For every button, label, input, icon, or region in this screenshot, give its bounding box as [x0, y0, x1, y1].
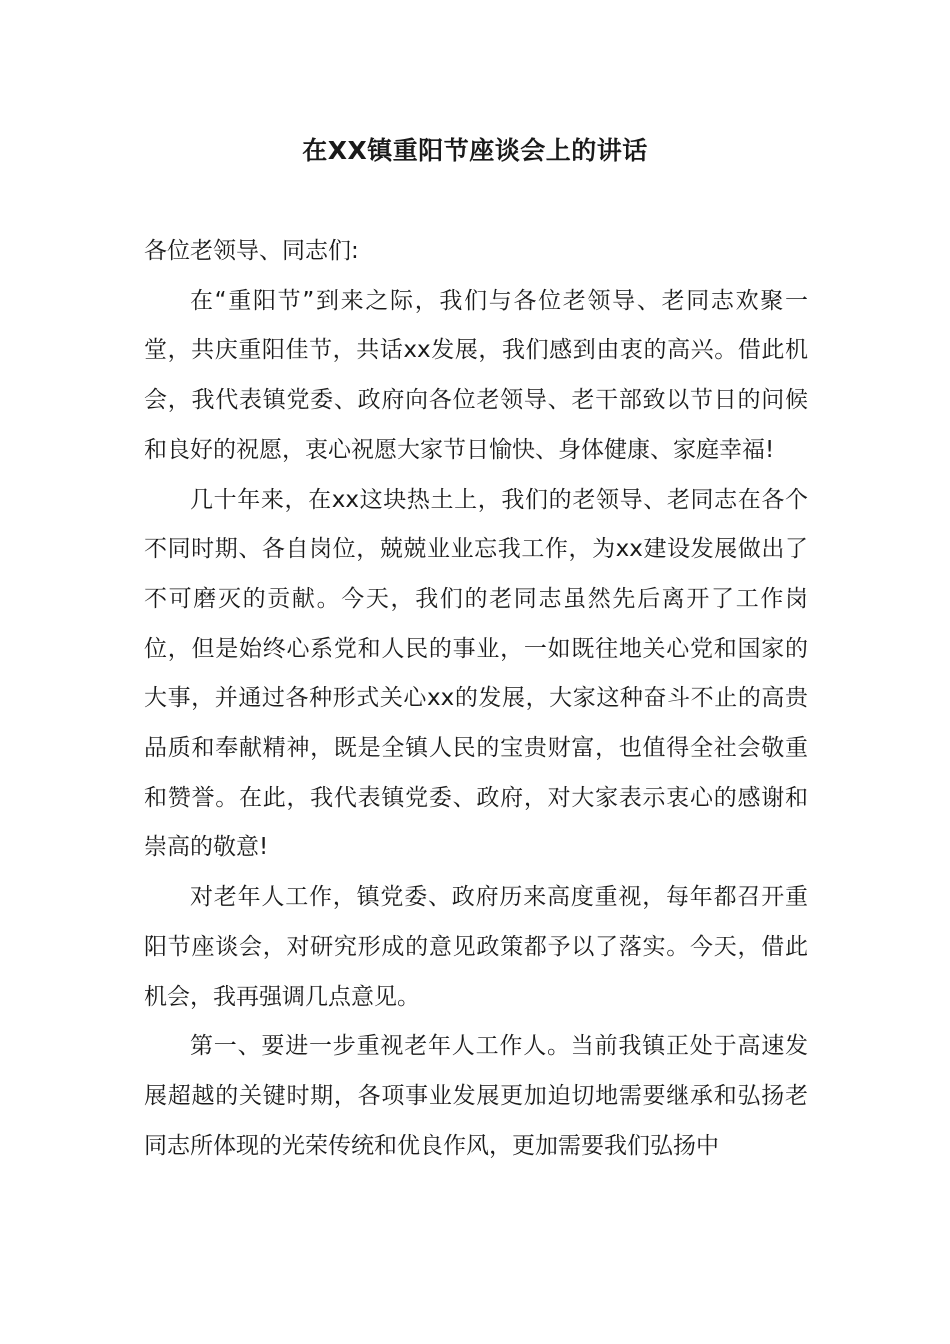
paragraph-1: 在“重阳节”到来之际，我们与各位老领导、老同志欢聚一堂，共庆重阳佳节，共话xx发展，我们感到由衷的高兴。借此机会，我代表镇党委、政府向各位老领导、老干部致以节日的问候和良好的祝愿，衷心祝愿大家节日愉快、身体健康、家庭幸福! [144, 287, 808, 463]
document-title: 在XX镇重阳节座谈会上的讲话 [302, 136, 648, 165]
paragraph-2: 几十年来，在xx这块热土上，我们的老领导、老同志在各个不同时期、各自岗位，兢兢业业忘我工作，为xx建设发展做出了不可磨灭的贡献。今天，我们的老同志虽然先后离开了工作岗位，但是始终心系党和人民的事业，一如既往地关心党和国家的大事，并通过各种形式关心xx的发展，大家这种奋斗不止的高贵品质和奉献精神，既是全镇人民的宝贵财富，也值得全社会敬重和赞誉。在此，我代表镇党委、政府，对大家表示衷心的感谢和崇高的敬意! [144, 486, 808, 861]
paragraph-3: 对老年人工作，镇党委、政府历来高度重视，每年都召开重阳节座谈会，对研究形成的意见政策都予以了落实。今天，借此机会，我再强调几点意见。 [144, 884, 808, 1010]
document-body [144, 227, 808, 1171]
paragraph-4: 第一、要进一步重视老年人工作人。当前我镇正处于高速发展超越的关键时期，各项事业发展更加迫切地需要继承和弘扬老同志所体现的光荣传统和优良作风，更加需要我们弘扬中 [144, 1033, 808, 1159]
salutation: 各位老领导、同志们: [144, 238, 359, 264]
